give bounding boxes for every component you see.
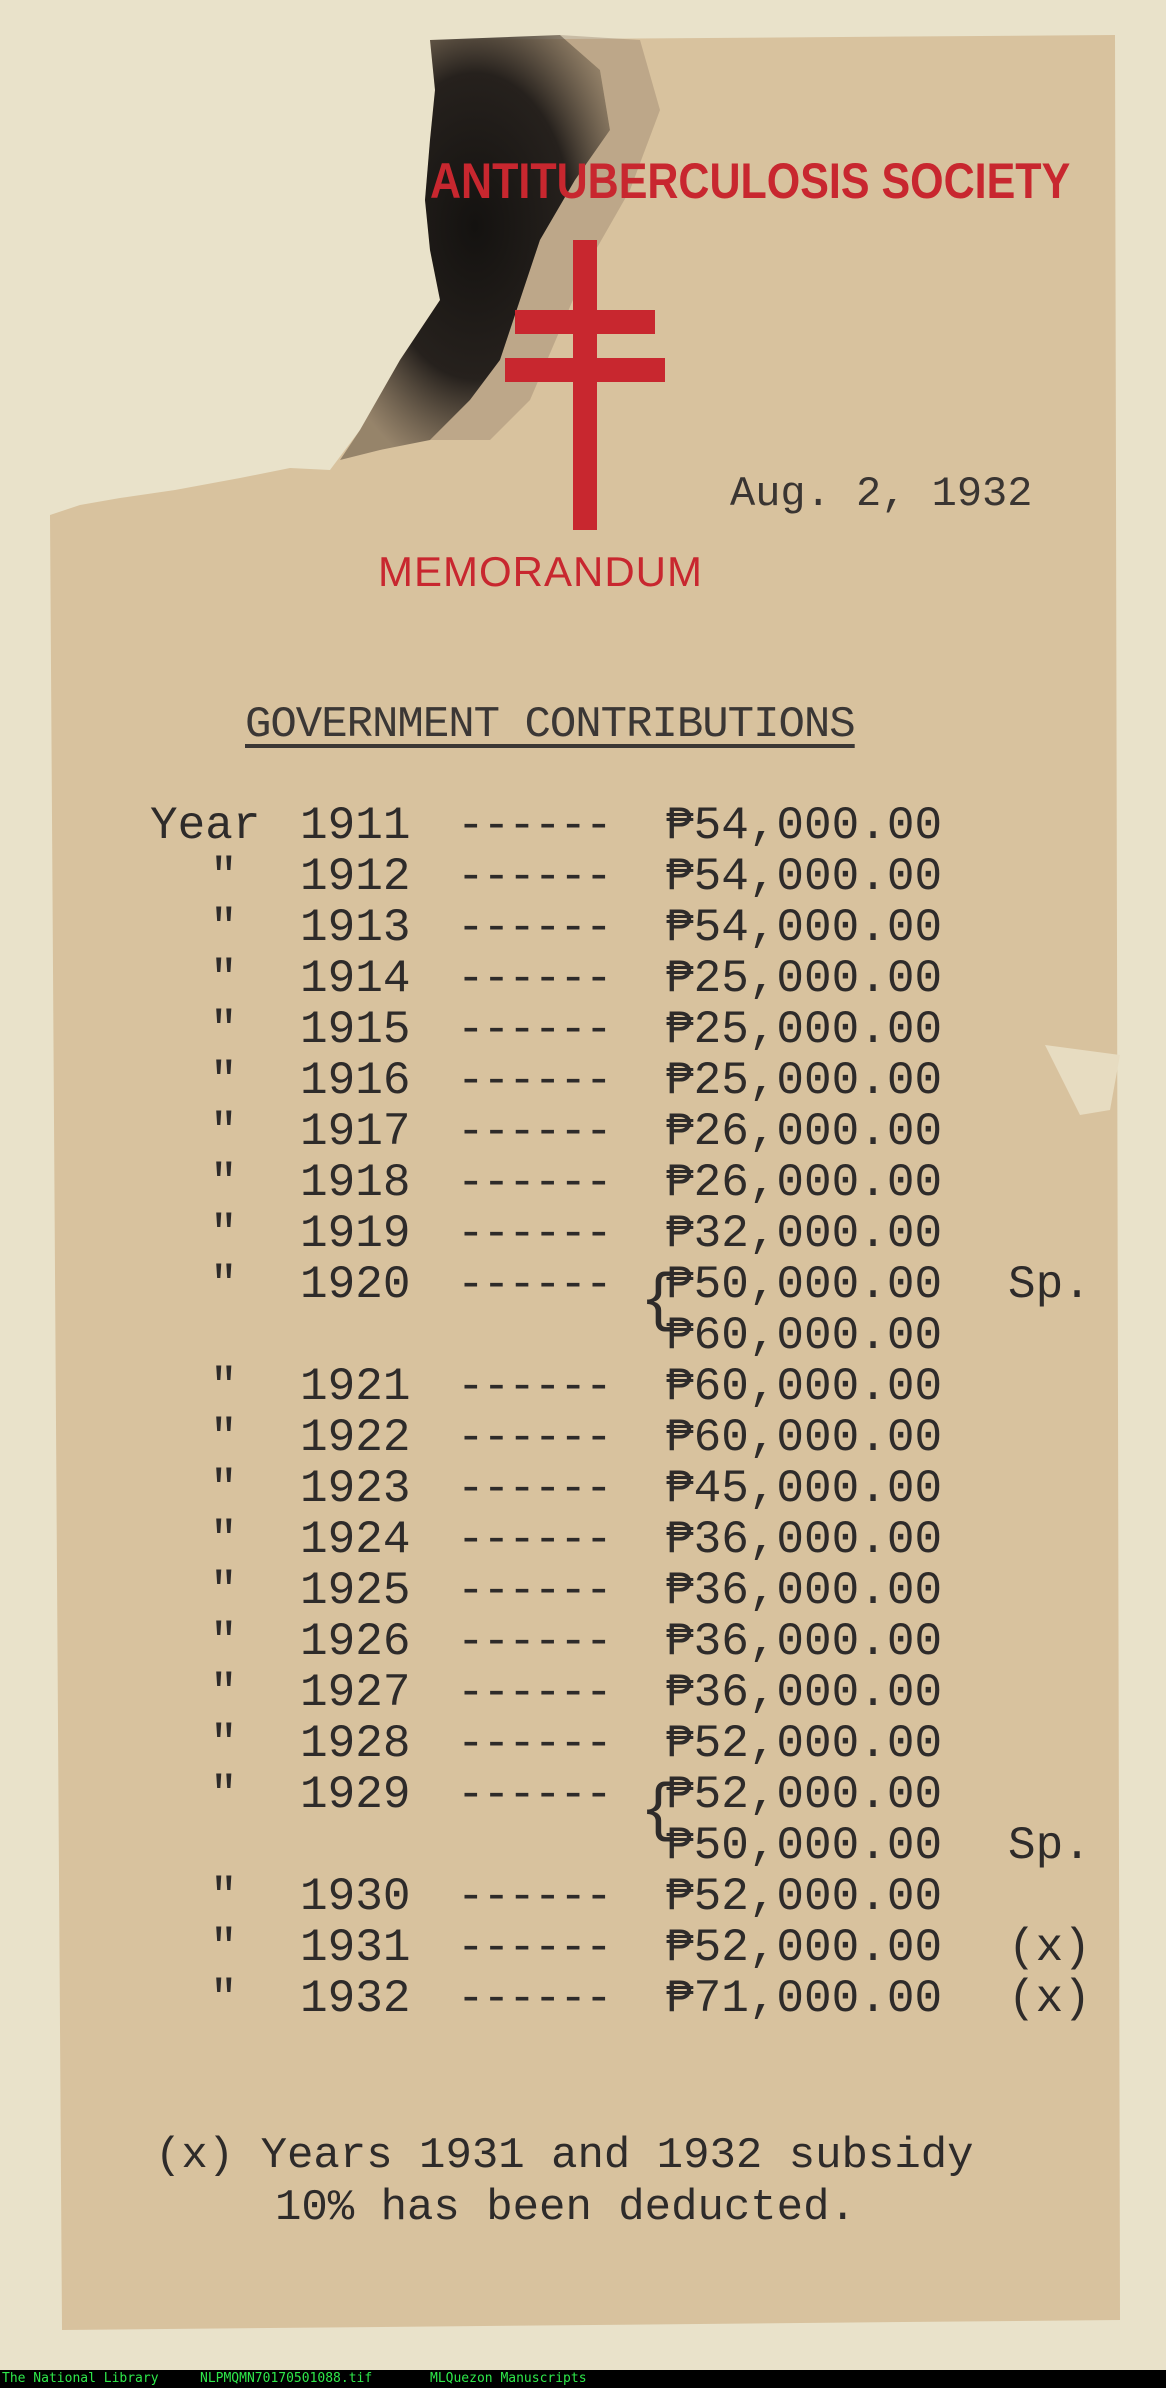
row-amount: ₱52,000.00: [666, 1718, 943, 1770]
table-row: [150, 1820, 1110, 1870]
row-year: 1927: [300, 1667, 411, 1719]
row-label: Year: [150, 800, 261, 852]
row-year: 1911: [300, 800, 411, 852]
row-leader-dashes: ------: [457, 1565, 611, 1617]
row-note: Sp.: [1008, 1820, 1091, 1872]
row-year: 1916: [300, 1055, 411, 1107]
row-year: 1913: [300, 902, 411, 954]
row-ditto-mark: ": [210, 902, 238, 954]
row-ditto-mark: ": [210, 1616, 238, 1668]
table-row: [150, 800, 1110, 850]
table-row: [150, 1667, 1110, 1717]
row-year: 1922: [300, 1412, 411, 1464]
row-ditto-mark: ": [210, 1514, 238, 1566]
row-ditto-mark: ": [210, 1463, 238, 1515]
row-year: 1926: [300, 1616, 411, 1668]
row-year: 1923: [300, 1463, 411, 1515]
row-leader-dashes: ------: [457, 953, 611, 1005]
footnote-line-2: 10% has been deducted.: [275, 2183, 856, 2233]
row-leader-dashes: ------: [457, 1514, 611, 1566]
row-year: 1925: [300, 1565, 411, 1617]
row-year: 1929: [300, 1769, 411, 1821]
row-ditto-mark: ": [210, 1922, 238, 1974]
row-amount: ₱45,000.00: [666, 1463, 943, 1515]
row-leader-dashes: ------: [457, 1004, 611, 1056]
row-amount: ₱26,000.00: [666, 1106, 943, 1158]
row-ditto-mark: ": [210, 1004, 238, 1056]
row-ditto-mark: ": [210, 1565, 238, 1617]
document-heading: GOVERNMENT CONTRIBUTIONS: [245, 700, 855, 750]
row-amount: ₱54,000.00: [666, 851, 943, 903]
row-amount: ₱52,000.00: [666, 1871, 943, 1923]
table-row: [150, 1361, 1110, 1411]
row-leader-dashes: ------: [457, 1106, 611, 1158]
row-year: 1932: [300, 1973, 411, 2025]
row-ditto-mark: ": [210, 1208, 238, 1260]
table-row: [150, 851, 1110, 901]
row-amount: ₱50,000.00: [666, 1259, 943, 1311]
table-row: [150, 1514, 1110, 1564]
row-leader-dashes: ------: [457, 1922, 611, 1974]
row-year: 1918: [300, 1157, 411, 1209]
row-ditto-mark: ": [210, 1157, 238, 1209]
row-ditto-mark: ": [210, 1871, 238, 1923]
lorraine-cross-icon: [505, 240, 665, 530]
row-amount: ₱60,000.00: [666, 1310, 943, 1362]
row-ditto-mark: ": [210, 1718, 238, 1770]
row-note: (x): [1008, 1973, 1091, 2025]
table-row: [150, 1463, 1110, 1513]
row-ditto-mark: ": [210, 1106, 238, 1158]
row-leader-dashes: ------: [457, 1259, 611, 1311]
table-row: [150, 1769, 1110, 1819]
row-year: 1931: [300, 1922, 411, 1974]
row-year: 1930: [300, 1871, 411, 1923]
row-year: 1920: [300, 1259, 411, 1311]
row-amount: ₱25,000.00: [666, 953, 943, 1005]
row-amount: ₱26,000.00: [666, 1157, 943, 1209]
table-row: [150, 1871, 1110, 1921]
row-amount: ₱25,000.00: [666, 1004, 943, 1056]
table-row: [150, 1157, 1110, 1207]
row-leader-dashes: ------: [457, 1157, 611, 1209]
row-amount: ₱36,000.00: [666, 1514, 943, 1566]
table-row: [150, 1310, 1110, 1360]
row-note: (x): [1008, 1922, 1091, 1974]
row-leader-dashes: ------: [457, 1718, 611, 1770]
row-ditto-mark: ": [210, 1055, 238, 1107]
row-amount: ₱52,000.00: [666, 1922, 943, 1974]
table-row: [150, 1259, 1110, 1309]
row-ditto-mark: ": [210, 1361, 238, 1413]
table-row: [150, 953, 1110, 1003]
table-row: [150, 1412, 1110, 1462]
table-row: [150, 1565, 1110, 1615]
row-amount: ₱25,000.00: [666, 1055, 943, 1107]
row-ditto-mark: ": [210, 1973, 238, 2025]
row-leader-dashes: ------: [457, 851, 611, 903]
row-amount: ₱54,000.00: [666, 902, 943, 954]
memo-date: Aug. 2, 1932: [730, 470, 1033, 518]
amount-group-brace: {: [640, 1776, 679, 1848]
row-leader-dashes: ------: [457, 1973, 611, 2025]
row-leader-dashes: ------: [457, 1616, 611, 1668]
row-leader-dashes: ------: [457, 1463, 611, 1515]
row-ditto-mark: ": [210, 953, 238, 1005]
row-leader-dashes: ------: [457, 1769, 611, 1821]
row-leader-dashes: ------: [457, 800, 611, 852]
row-leader-dashes: ------: [457, 1667, 611, 1719]
footnote: [155, 2130, 1115, 2234]
row-amount: ₱52,000.00: [666, 1769, 943, 1821]
row-year: 1921: [300, 1361, 411, 1413]
row-year: 1928: [300, 1718, 411, 1770]
row-note: Sp.: [1008, 1259, 1091, 1311]
row-amount: ₱71,000.00: [666, 1973, 943, 2025]
row-leader-dashes: ------: [457, 1361, 611, 1413]
row-ditto-mark: ": [210, 1769, 238, 1821]
table-row: [150, 1106, 1110, 1156]
row-amount: ₱50,000.00: [666, 1820, 943, 1872]
footnote-line-1: (x) Years 1931 and 1932 subsidy: [155, 2131, 974, 2181]
row-year: 1917: [300, 1106, 411, 1158]
row-amount: ₱36,000.00: [666, 1565, 943, 1617]
row-amount: ₱36,000.00: [666, 1667, 943, 1719]
organization-name: ANTITUBERCULOSIS SOCIETY: [430, 153, 1071, 209]
row-ditto-mark: ": [210, 851, 238, 903]
row-year: 1915: [300, 1004, 411, 1056]
row-leader-dashes: ------: [457, 1055, 611, 1107]
row-leader-dashes: ------: [457, 902, 611, 954]
row-ditto-mark: ": [210, 1667, 238, 1719]
footer-file: NLPMQMN70170501088.tif: [200, 2371, 373, 2386]
table-row: [150, 1055, 1110, 1105]
table-row: [150, 1208, 1110, 1258]
memo-title: MEMORANDUM: [378, 548, 703, 595]
amount-group-brace: {: [640, 1266, 679, 1338]
row-amount: ₱60,000.00: [666, 1412, 943, 1464]
row-year: 1924: [300, 1514, 411, 1566]
row-leader-dashes: ------: [457, 1412, 611, 1464]
row-year: 1914: [300, 953, 411, 1005]
table-row: [150, 1718, 1110, 1768]
row-amount: ₱54,000.00: [666, 800, 943, 852]
row-leader-dashes: ------: [457, 1871, 611, 1923]
table-row: [150, 902, 1110, 952]
archive-footer: [0, 2370, 1166, 2388]
footer-library: The National Library: [2, 2371, 159, 2386]
row-ditto-mark: ": [210, 1412, 238, 1464]
footer-collection: MLQuezon Manuscripts: [430, 2371, 587, 2386]
row-amount: ₱32,000.00: [666, 1208, 943, 1260]
row-amount: ₱60,000.00: [666, 1361, 943, 1413]
row-amount: ₱36,000.00: [666, 1616, 943, 1668]
row-year: 1919: [300, 1208, 411, 1260]
table-row: [150, 1004, 1110, 1054]
row-year: 1912: [300, 851, 411, 903]
row-ditto-mark: ": [210, 1259, 238, 1311]
table-row: [150, 1973, 1110, 2023]
table-row: [150, 1616, 1110, 1666]
table-row: [150, 1922, 1110, 1972]
row-leader-dashes: ------: [457, 1208, 611, 1260]
